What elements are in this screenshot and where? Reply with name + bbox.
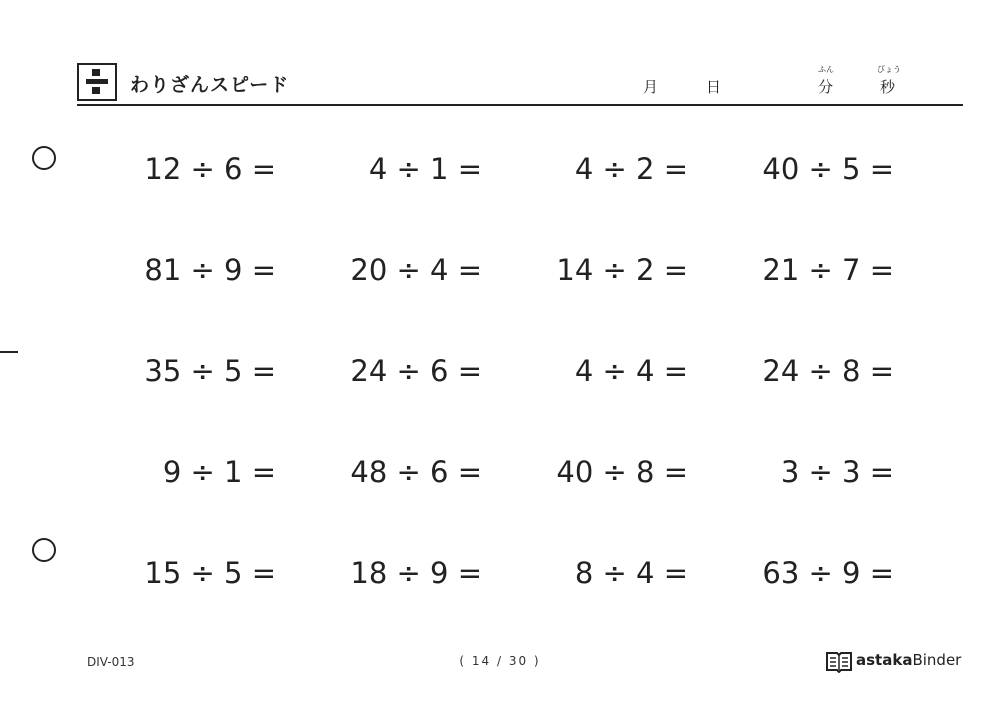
worksheet-title: わりざんスピード (130, 74, 290, 96)
binder-logo-icon (825, 649, 853, 677)
problem: 40 ÷ 5 = (762, 152, 894, 186)
problem: 35 ÷ 5 = (144, 354, 276, 388)
problem: 9 ÷ 1 = (162, 455, 276, 489)
problem: 4 ÷ 1 = (368, 152, 482, 186)
brand-name-bold: astaka (856, 651, 913, 669)
problem: 4 ÷ 2 = (574, 152, 688, 186)
brand-name (856, 651, 961, 669)
fold-mark (0, 351, 18, 353)
problem: 20 ÷ 4 = (350, 253, 482, 287)
problem: 3 ÷ 3 = (780, 455, 894, 489)
minute-ruby: ふん (818, 65, 834, 74)
punch-hole-top (32, 146, 56, 170)
division-icon (77, 63, 117, 101)
page-indicator: ( 14 / 30 ) (459, 654, 541, 668)
problem: 18 ÷ 9 = (350, 556, 482, 590)
problem: 63 ÷ 9 = (762, 556, 894, 590)
problem: 21 ÷ 7 = (762, 253, 894, 287)
problem: 24 ÷ 6 = (350, 354, 482, 388)
problem: 12 ÷ 6 = (144, 152, 276, 186)
second-label: 秒 (880, 78, 896, 96)
punch-hole-bottom (32, 538, 56, 562)
second-ruby: びょう (877, 65, 901, 74)
brand-name-regular: Binder (912, 651, 962, 669)
minute-label: 分 (818, 78, 834, 96)
problem: 81 ÷ 9 = (144, 253, 276, 287)
day-label: 日 (706, 78, 722, 96)
worksheet-header (77, 62, 963, 106)
problem: 15 ÷ 5 = (144, 556, 276, 590)
problem: 40 ÷ 8 = (556, 455, 688, 489)
problem: 48 ÷ 6 = (350, 455, 482, 489)
worksheet-code: DIV-013 (87, 655, 135, 669)
problem: 24 ÷ 8 = (762, 354, 894, 388)
problem: 14 ÷ 2 = (556, 253, 688, 287)
problem: 4 ÷ 4 = (574, 354, 688, 388)
problem: 8 ÷ 4 = (574, 556, 688, 590)
month-label: 月 (643, 78, 659, 96)
